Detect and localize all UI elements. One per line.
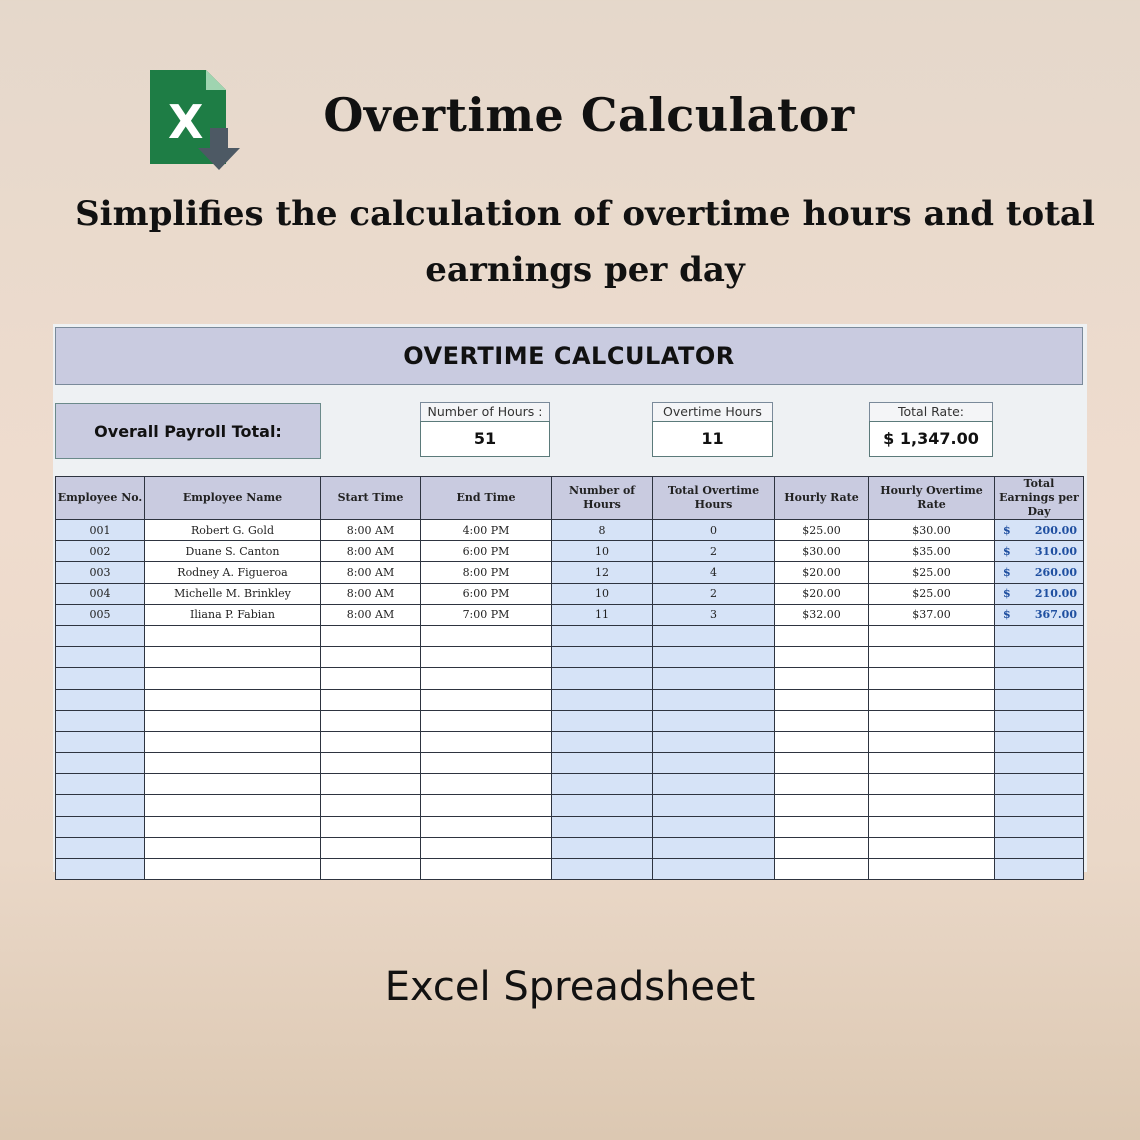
table-cell-empty[interactable] [995, 689, 1084, 710]
table-cell-empty[interactable] [775, 625, 869, 646]
table-cell-empty[interactable] [869, 859, 995, 880]
table-cell-empty[interactable] [552, 816, 653, 837]
col-header: Total Earnings per Day [995, 477, 1084, 520]
table-row [56, 520, 1084, 541]
table-row [56, 604, 1084, 625]
table-cell-empty[interactable] [775, 647, 869, 668]
stat-number-of-hours [420, 402, 550, 457]
table-cell-empty[interactable] [995, 816, 1084, 837]
table-row-empty [56, 816, 1084, 837]
table-cell-empty[interactable] [552, 753, 653, 774]
currency-symbol: $ [1003, 544, 1011, 558]
payroll-total-label: Overall Payroll Total: [55, 403, 321, 459]
table-cell-earnings[interactable] [995, 583, 1084, 604]
page-title: Overtime Calculator [323, 88, 855, 142]
table-cell-empty[interactable] [869, 668, 995, 689]
table-cell-empty[interactable] [321, 689, 421, 710]
table-cell-rate[interactable]: $32.00 [775, 604, 869, 625]
table-cell-empty[interactable] [145, 859, 321, 880]
table-cell-hours[interactable]: 11 [552, 604, 653, 625]
table-cell-empty[interactable] [421, 668, 552, 689]
table-cell-empty[interactable] [869, 731, 995, 752]
table-cell-empty[interactable] [421, 647, 552, 668]
table-row [56, 541, 1084, 562]
table-cell-empty[interactable] [653, 731, 775, 752]
col-header: End Time [421, 477, 552, 520]
col-header: Hourly Overtime Rate [869, 477, 995, 520]
currency-symbol: $ [1003, 587, 1011, 601]
table-cell-empty[interactable] [552, 710, 653, 731]
table-cell-empty[interactable] [775, 753, 869, 774]
table-cell-name[interactable]: Michelle M. Brinkley [145, 583, 321, 604]
stat-overtime-hours [652, 402, 773, 457]
currency-symbol: $ [1003, 608, 1011, 622]
table-cell-empty[interactable] [56, 859, 145, 880]
table-row [56, 562, 1084, 583]
table-cell-empty[interactable] [145, 753, 321, 774]
table-cell-empty[interactable] [653, 837, 775, 858]
table-row-empty [56, 731, 1084, 752]
table-cell-ot-rate[interactable]: $25.00 [869, 583, 995, 604]
table-cell-earnings[interactable] [995, 604, 1084, 625]
table-cell-end[interactable]: 6:00 PM [421, 583, 552, 604]
table-cell-empty[interactable] [321, 668, 421, 689]
table-cell-rate[interactable]: $20.00 [775, 562, 869, 583]
table-cell-end[interactable]: 6:00 PM [421, 541, 552, 562]
stat-value[interactable]: 11 [652, 421, 773, 457]
table-cell-empty[interactable] [421, 837, 552, 858]
sheet-banner: OVERTIME CALCULATOR [55, 327, 1083, 385]
table-cell-start[interactable]: 8:00 AM [321, 541, 421, 562]
table-cell-empty[interactable] [775, 795, 869, 816]
employee-table [55, 476, 1084, 880]
stat-label: Overtime Hours [652, 402, 773, 421]
col-header: Hourly Rate [775, 477, 869, 520]
table-cell-ot[interactable]: 2 [653, 541, 775, 562]
table-cell-empty[interactable] [56, 774, 145, 795]
earnings-value: 367.00 [1034, 608, 1077, 622]
table-cell-empty[interactable] [552, 859, 653, 880]
table-cell-empty[interactable] [321, 647, 421, 668]
table-cell-empty[interactable] [653, 689, 775, 710]
col-header: Number of Hours [552, 477, 653, 520]
table-row-empty [56, 859, 1084, 880]
table-row-empty [56, 647, 1084, 668]
earnings-value: 200.00 [1034, 523, 1077, 537]
table-cell-empty[interactable] [775, 837, 869, 858]
stat-value[interactable]: 51 [420, 421, 550, 457]
table-cell-empty[interactable] [869, 710, 995, 731]
table-cell-earnings[interactable] [995, 520, 1084, 541]
table-cell-empty[interactable] [552, 647, 653, 668]
table-cell-empty[interactable] [995, 731, 1084, 752]
table-cell-empty[interactable] [869, 753, 995, 774]
table-cell-empty[interactable] [995, 753, 1084, 774]
table-cell-empty[interactable] [56, 795, 145, 816]
table-cell-empty[interactable] [552, 774, 653, 795]
table-cell-empty[interactable] [145, 710, 321, 731]
stat-label: Number of Hours : [420, 402, 550, 421]
table-cell-empty[interactable] [775, 731, 869, 752]
table-cell-empty[interactable] [653, 816, 775, 837]
table-cell-empty[interactable] [552, 689, 653, 710]
table-cell-empty[interactable] [653, 625, 775, 646]
table-cell-rate[interactable]: $25.00 [775, 520, 869, 541]
table-cell-hours[interactable]: 10 [552, 541, 653, 562]
table-cell-no[interactable]: 005 [56, 604, 145, 625]
earnings-value: 260.00 [1034, 565, 1077, 579]
table-cell-empty[interactable] [995, 859, 1084, 880]
table-cell-empty[interactable] [421, 753, 552, 774]
table-cell-empty[interactable] [145, 689, 321, 710]
table-cell-ot-rate[interactable]: $25.00 [869, 562, 995, 583]
table-cell-empty[interactable] [552, 668, 653, 689]
table-row-empty [56, 837, 1084, 858]
table-cell-empty[interactable] [653, 795, 775, 816]
table-cell-ot[interactable]: 2 [653, 583, 775, 604]
table-cell-rate[interactable]: $30.00 [775, 541, 869, 562]
table-row-empty [56, 625, 1084, 646]
col-header: Employee No. [56, 477, 145, 520]
table-cell-empty[interactable] [653, 753, 775, 774]
table-cell-empty[interactable] [995, 795, 1084, 816]
earnings-value: 210.00 [1034, 587, 1077, 601]
table-row-empty [56, 753, 1084, 774]
table-cell-empty[interactable] [145, 795, 321, 816]
table-cell-name[interactable]: Robert G. Gold [145, 520, 321, 541]
col-header: Total Overtime Hours [653, 477, 775, 520]
table-cell-hours[interactable]: 10 [552, 583, 653, 604]
table-cell-earnings[interactable] [995, 562, 1084, 583]
table-cell-empty[interactable] [321, 731, 421, 752]
table-cell-empty[interactable] [775, 859, 869, 880]
table-cell-empty[interactable] [653, 668, 775, 689]
table-cell-start[interactable]: 8:00 AM [321, 583, 421, 604]
table-cell-hours[interactable]: 12 [552, 562, 653, 583]
table-cell-empty[interactable] [145, 647, 321, 668]
table-cell-empty[interactable] [145, 668, 321, 689]
table-cell-empty[interactable] [421, 731, 552, 752]
table-cell-empty[interactable] [56, 731, 145, 752]
table-cell-start[interactable]: 8:00 AM [321, 520, 421, 541]
table-cell-empty[interactable] [145, 774, 321, 795]
table-cell-empty[interactable] [995, 837, 1084, 858]
table-cell-empty[interactable] [56, 668, 145, 689]
table-cell-no[interactable]: 002 [56, 541, 145, 562]
table-cell-empty[interactable] [995, 774, 1084, 795]
table-cell-empty[interactable] [995, 668, 1084, 689]
table-cell-earnings[interactable] [995, 541, 1084, 562]
currency-symbol: $ [1003, 565, 1011, 579]
table-cell-hours[interactable]: 8 [552, 520, 653, 541]
table-cell-empty[interactable] [869, 774, 995, 795]
table-cell-empty[interactable] [775, 710, 869, 731]
table-cell-ot-rate[interactable]: $35.00 [869, 541, 995, 562]
table-cell-empty[interactable] [995, 625, 1084, 646]
table-cell-start[interactable]: 8:00 AM [321, 604, 421, 625]
table-cell-empty[interactable] [552, 795, 653, 816]
table-cell-empty[interactable] [145, 816, 321, 837]
table-cell-empty[interactable] [869, 795, 995, 816]
table-row-empty [56, 689, 1084, 710]
table-cell-empty[interactable] [995, 710, 1084, 731]
table-cell-empty[interactable] [321, 859, 421, 880]
table-cell-empty[interactable] [421, 710, 552, 731]
table-cell-name[interactable]: Duane S. Canton [145, 541, 321, 562]
table-row [56, 583, 1084, 604]
table-cell-empty[interactable] [321, 753, 421, 774]
table-cell-empty[interactable] [321, 837, 421, 858]
table-cell-empty[interactable] [775, 689, 869, 710]
table-header-row [56, 477, 1084, 520]
table-cell-empty[interactable] [145, 625, 321, 646]
table-cell-empty[interactable] [56, 625, 145, 646]
table-cell-end[interactable]: 4:00 PM [421, 520, 552, 541]
table-cell-ot[interactable]: 4 [653, 562, 775, 583]
table-cell-empty[interactable] [552, 837, 653, 858]
table-cell-no[interactable]: 003 [56, 562, 145, 583]
footer-label: Excel Spreadsheet [384, 964, 756, 1010]
table-cell-empty[interactable] [321, 710, 421, 731]
table-cell-ot[interactable]: 3 [653, 604, 775, 625]
table-cell-empty[interactable] [56, 837, 145, 858]
table-cell-ot[interactable]: 0 [653, 520, 775, 541]
table-cell-empty[interactable] [775, 774, 869, 795]
table-cell-empty[interactable] [321, 625, 421, 646]
stat-label: Total Rate: [869, 402, 993, 421]
table-cell-empty[interactable] [775, 816, 869, 837]
table-cell-empty[interactable] [869, 647, 995, 668]
table-cell-empty[interactable] [869, 816, 995, 837]
table-cell-ot-rate[interactable]: $37.00 [869, 604, 995, 625]
table-cell-name[interactable]: Iliana P. Fabian [145, 604, 321, 625]
table-cell-empty[interactable] [421, 689, 552, 710]
table-cell-empty[interactable] [421, 625, 552, 646]
table-cell-empty[interactable] [653, 859, 775, 880]
table-row-empty [56, 774, 1084, 795]
table-row-empty [56, 795, 1084, 816]
table-cell-empty[interactable] [145, 837, 321, 858]
table-cell-ot-rate[interactable]: $30.00 [869, 520, 995, 541]
table-cell-empty[interactable] [321, 795, 421, 816]
table-cell-empty[interactable] [56, 710, 145, 731]
earnings-value: 310.00 [1034, 544, 1077, 558]
table-cell-empty[interactable] [552, 625, 653, 646]
table-cell-empty[interactable] [56, 689, 145, 710]
table-cell-empty[interactable] [421, 795, 552, 816]
table-cell-empty[interactable] [653, 774, 775, 795]
table-cell-empty[interactable] [56, 816, 145, 837]
table-cell-empty[interactable] [421, 774, 552, 795]
table-cell-empty[interactable] [869, 837, 995, 858]
stat-total-rate [869, 402, 993, 457]
table-cell-start[interactable]: 8:00 AM [321, 562, 421, 583]
table-cell-empty[interactable] [56, 647, 145, 668]
table-cell-empty[interactable] [56, 753, 145, 774]
table-cell-no[interactable]: 001 [56, 520, 145, 541]
col-header: Employee Name [145, 477, 321, 520]
svg-text:X: X [168, 95, 204, 149]
table-row-empty [56, 710, 1084, 731]
currency-symbol: $ [1003, 523, 1011, 537]
table-cell-empty[interactable] [321, 774, 421, 795]
table-cell-empty[interactable] [869, 689, 995, 710]
table-cell-empty[interactable] [995, 647, 1084, 668]
table-cell-rate[interactable]: $20.00 [775, 583, 869, 604]
table-row-empty [56, 668, 1084, 689]
col-header: Start Time [321, 477, 421, 520]
table-cell-no[interactable]: 004 [56, 583, 145, 604]
table-cell-empty[interactable] [321, 816, 421, 837]
table-cell-empty[interactable] [145, 731, 321, 752]
page-subtitle: Simplifies the calculation of overtime hours and total earnings per day [75, 194, 1095, 290]
table-cell-end[interactable]: 8:00 PM [421, 562, 552, 583]
table-cell-empty[interactable] [775, 668, 869, 689]
table-cell-empty[interactable] [421, 816, 552, 837]
table-cell-empty[interactable] [552, 731, 653, 752]
table-cell-name[interactable]: Rodney A. Figueroa [145, 562, 321, 583]
table-cell-end[interactable]: 7:00 PM [421, 604, 552, 625]
stat-value[interactable]: $ 1,347.00 [869, 421, 993, 457]
table-cell-empty[interactable] [869, 625, 995, 646]
table-cell-empty[interactable] [421, 859, 552, 880]
table-cell-empty[interactable] [653, 710, 775, 731]
table-cell-empty[interactable] [653, 647, 775, 668]
spreadsheet-preview [53, 324, 1087, 872]
